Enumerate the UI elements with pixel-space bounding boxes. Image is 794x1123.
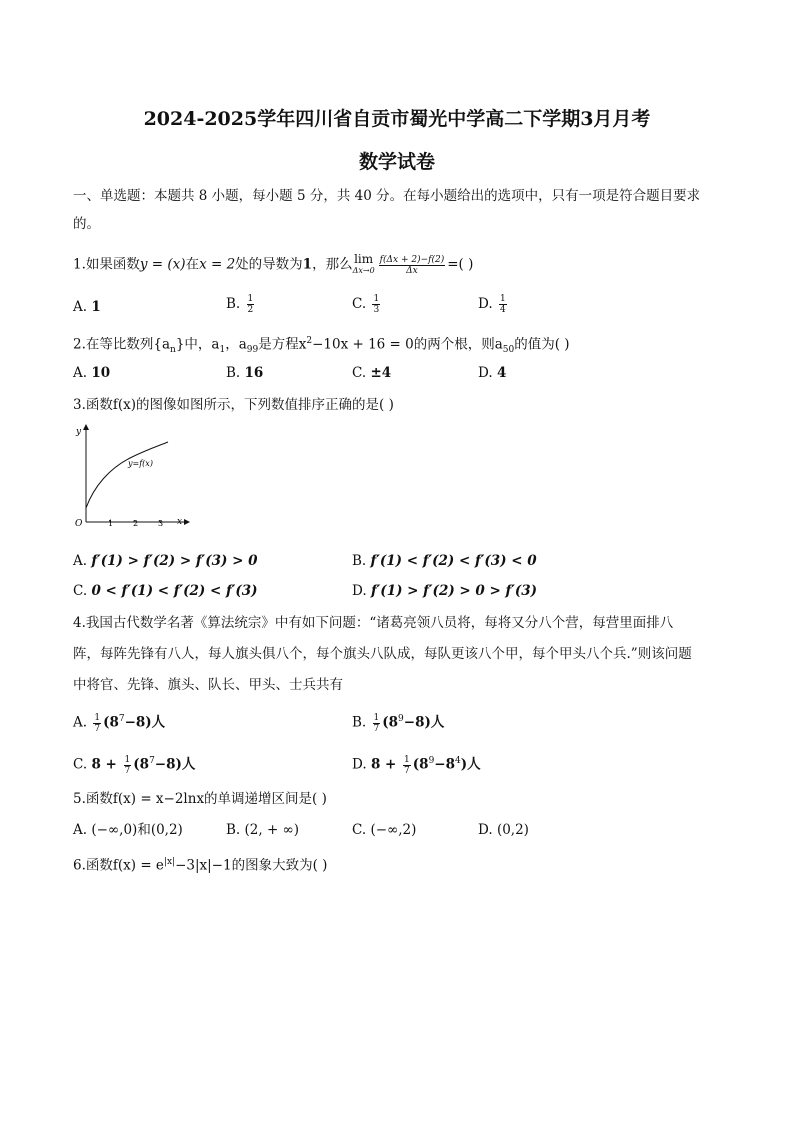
x-axis-arrow-icon [184,519,190,525]
q2-option-b[interactable]: B. 16 [226,365,264,381]
limit-expression: lim Δx→0 [352,252,375,275]
q4-option-a[interactable]: A. $\frac{1}{7}$ $(8^7-8)$人 [73,712,166,734]
question-1: 1.如果函数y = (x)在x = 2处的导数为1，那么 lim Δx→0 $\frac{f(\Delta x + 2)-f(2)}{\Delta x}$ =( ) [73,252,474,276]
q2-option-c[interactable]: C. ±4 [352,365,392,381]
question-6: 6.函数$f(x) = e^{|x|}-3|x|-1$的图象大致为( ) [73,857,328,874]
exam-title: 2024-2025学年四川省自贡市蜀光中学高二下学期3月月考 [143,108,651,130]
question-3: 3.函数f(x)的图像如图所示，下列数值排序正确的是( ) [73,397,394,413]
q4-option-c[interactable]: C. 8 + $\frac{1}{7}$ $(8^7-8)$人 [73,754,196,776]
limit-fraction: $\frac{f(\Delta x + 2)-f(2)}{\Delta x}$ [379,254,445,276]
origin-label: O [75,519,83,529]
q1-option-d[interactable]: D. $\frac{1}{4}$ [478,294,506,315]
y-axis-label: y [76,427,82,437]
question-5: 5.函数f(x) = x−2lnx的单调递增区间是( ) [73,791,327,807]
q5-option-c[interactable]: C. (−∞,2) [352,822,417,838]
tick-label-1: 1 [108,519,114,528]
function-graph [72,424,190,534]
q3-option-d[interactable]: D. f′(1) > f′(2) > 0 > f′(3) [352,583,538,599]
y-axis-arrow-icon [83,424,89,430]
q3-option-a[interactable]: A. f′(1) > f′(2) > f′(3) > 0 [73,553,258,569]
question-4-line2: 阵，每阵先锋有八人，每人旗头俱八个，每个旗头八队成，每队更该八个甲，每个甲头八个兵.”则该问题 [73,646,692,662]
q5-option-d[interactable]: D. (0,2) [478,822,529,838]
question-2: 2.在等比数列$\{a_n\}$中，$a_1$，$a_{99}$是方程$x^2-10x + 16 = 0$的两个根，则$a_{50}$的值为( ) [73,336,570,356]
curve-label: y=f(x) [128,459,153,468]
q1-option-a[interactable]: A. 1 [73,299,101,315]
q4-option-b[interactable]: B. $\frac{1}{7}$ $(8^9-8)$人 [352,712,445,734]
section-heading-line1: 一、单选题：本题共 8 小题，每小题 5 分，共 40 分。在每小题给出的选项中，只有一项是符合题目要求 [73,188,701,204]
q3-option-c[interactable]: C. 0 < f′(1) < f′(2) < f′(3) [73,583,258,599]
question-4-line3: 中将官、先锋、旗头、队长、甲头、士兵共有 [73,677,343,693]
x-axis-label: x [177,517,183,527]
q1-option-c[interactable]: C. $\frac{1}{3}$ [352,294,380,315]
q1-option-b[interactable]: B. $\frac{1}{2}$ [226,294,254,315]
tick-label-2: 2 [133,519,139,528]
q5-option-a[interactable]: A. (−∞,0)和(0,2) [73,822,183,838]
tick-label-3: 3 [158,519,164,528]
function-curve [86,442,168,508]
exam-subtitle: 数学试卷 [358,151,435,173]
section-heading-line2: 的。 [73,216,100,232]
question-4-line1: 4.我国古代数学名著《算法统宗》中有如下问题：“诸葛亮领八员将，每将又分八个营，每营里面排八 [73,615,674,631]
q2-option-d[interactable]: D. 4 [478,365,507,381]
q4-option-d[interactable]: D. 8 + $\frac{1}{7}$ $(8^9-8^4)$人 [352,754,481,776]
q3-option-b[interactable]: B. f′(1) < f′(2) < f′(3) < 0 [352,553,537,569]
q5-option-b[interactable]: B. (2, + ∞) [226,822,300,838]
q2-option-a[interactable]: A. 10 [73,365,111,381]
